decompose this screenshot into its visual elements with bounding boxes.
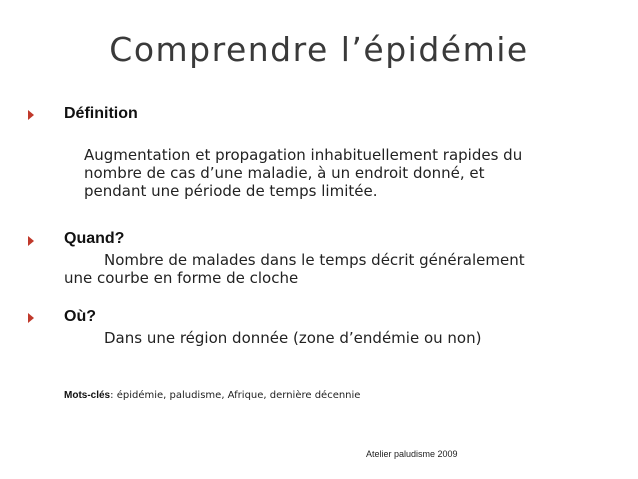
keywords-separator: : [110, 390, 117, 401]
definition-line-3: pendant une période de temps limitée. [84, 182, 378, 200]
where-label: Où? [64, 308, 96, 325]
when-line-2: une courbe en forme de cloche [64, 269, 299, 287]
definition-line-1: Augmentation et propagation inhabituellement rapides du [84, 146, 523, 164]
keywords-line [64, 390, 360, 401]
bullet-arrow-icon [28, 313, 34, 323]
definition-line-2: nombre de cas d’une maladie, à un endroit donné, et [84, 164, 485, 182]
bullet-arrow-icon [28, 236, 34, 246]
keywords-label: Mots-clés [64, 390, 111, 401]
when-line-1: Nombre de malades dans le temps décrit généralement [104, 251, 525, 269]
when-label: Quand? [64, 230, 125, 247]
definition-text [84, 146, 522, 200]
bullet-arrow-icon [28, 110, 34, 120]
where-line-1: Dans une région donnée (zone d’endémie ou non) [104, 329, 482, 347]
keywords-text: épidémie, paludisme, Afrique, dernière décennie [116, 390, 361, 401]
slide-footer: Atelier paludisme 2009 [366, 449, 458, 459]
definition-label: Définition [64, 105, 138, 122]
slide-title: Comprendre l’épidémie [109, 30, 529, 69]
